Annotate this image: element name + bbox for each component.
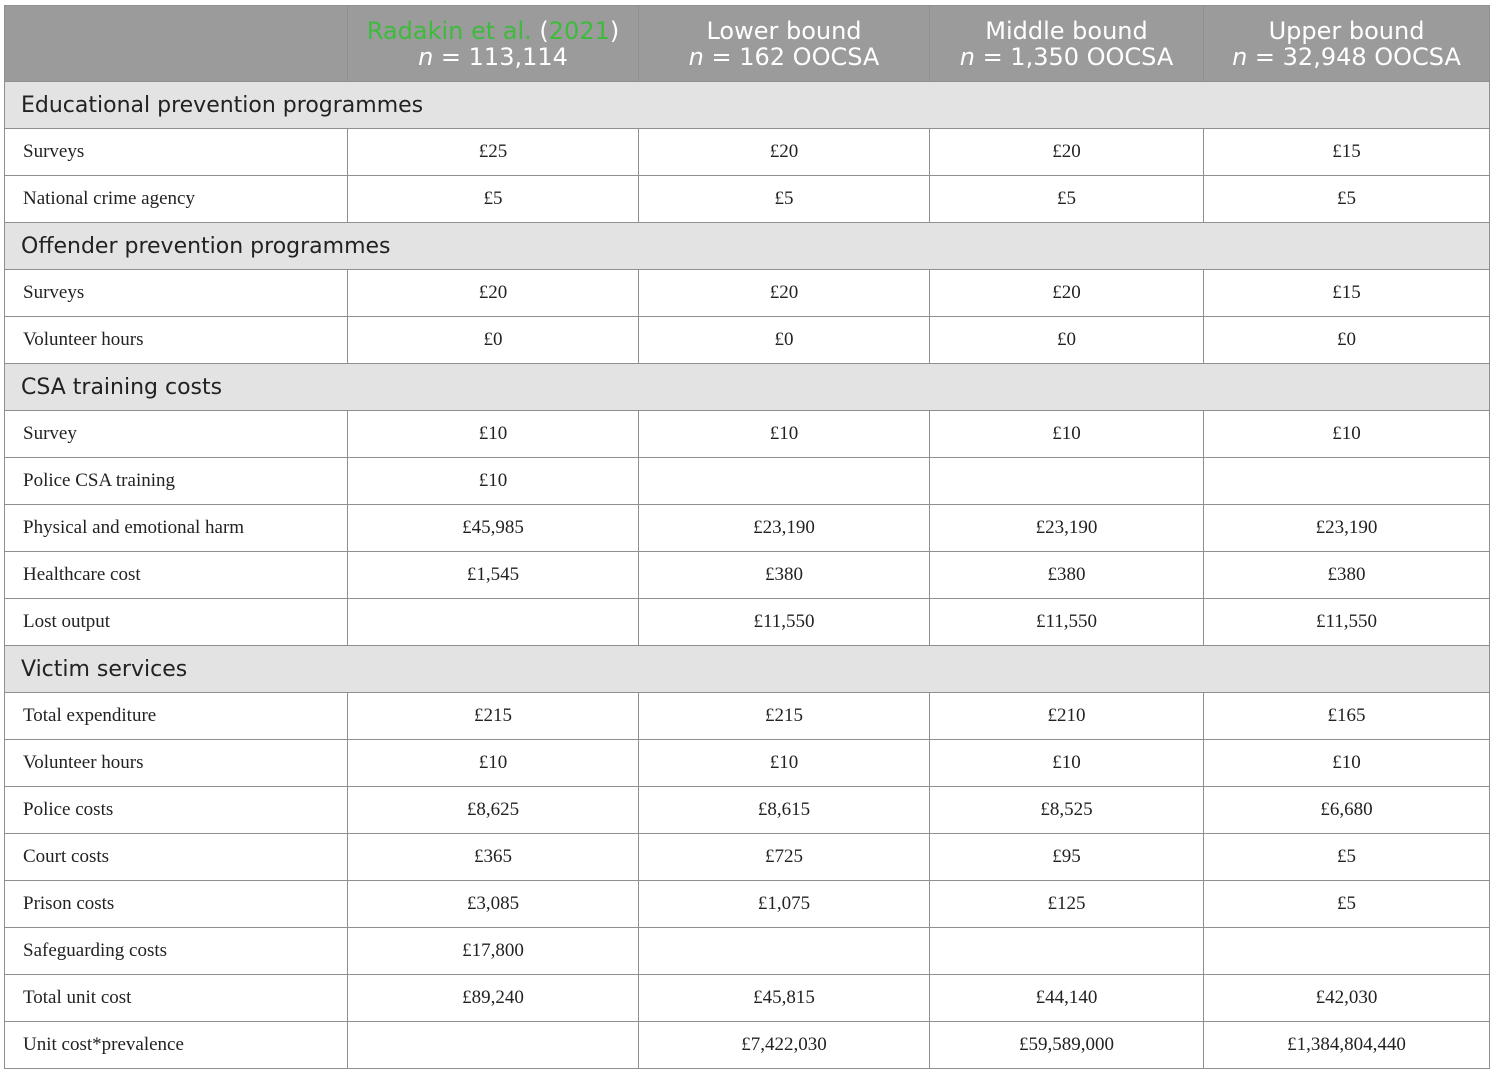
n-symbol: n bbox=[959, 42, 975, 71]
header-row bbox=[5, 6, 1490, 82]
table-row bbox=[5, 411, 1490, 458]
value-cell bbox=[348, 1022, 639, 1069]
value-cell: £10 bbox=[348, 411, 639, 458]
value-cell: £10 bbox=[930, 740, 1204, 787]
value-cell: £23,190 bbox=[930, 505, 1204, 552]
n-symbol: n bbox=[688, 42, 704, 71]
value-cell: £210 bbox=[930, 693, 1204, 740]
value-cell: £10 bbox=[348, 458, 639, 505]
citation-close-paren: ) bbox=[609, 16, 620, 45]
value-cell: £45,985 bbox=[348, 505, 639, 552]
value-cell: £5 bbox=[1204, 834, 1490, 881]
value-cell: £6,680 bbox=[1204, 787, 1490, 834]
value-cell: £380 bbox=[639, 552, 930, 599]
value-cell: £5 bbox=[348, 176, 639, 223]
row-label: Surveys bbox=[5, 270, 348, 317]
value-cell: £89,240 bbox=[348, 975, 639, 1022]
table-row bbox=[5, 458, 1490, 505]
value-cell bbox=[930, 458, 1204, 505]
value-cell: £380 bbox=[1204, 552, 1490, 599]
row-label: Court costs bbox=[5, 834, 348, 881]
value-cell: £11,550 bbox=[930, 599, 1204, 646]
value-cell: £215 bbox=[639, 693, 930, 740]
section-row bbox=[5, 223, 1490, 270]
header-radakin bbox=[348, 6, 639, 82]
section-row bbox=[5, 82, 1490, 129]
row-label: Police CSA training bbox=[5, 458, 348, 505]
row-label: Volunteer hours bbox=[5, 317, 348, 364]
header-upper-bound bbox=[1204, 6, 1490, 82]
value-cell: £8,625 bbox=[348, 787, 639, 834]
value-cell: £11,550 bbox=[1204, 599, 1490, 646]
table-row bbox=[5, 505, 1490, 552]
value-cell: £10 bbox=[348, 740, 639, 787]
header-title: Upper bound bbox=[1268, 16, 1425, 45]
n-value: = 32,948 OOCSA bbox=[1247, 42, 1461, 71]
n-value: = 113,114 bbox=[433, 42, 568, 71]
value-cell: £10 bbox=[639, 411, 930, 458]
row-label: Surveys bbox=[5, 129, 348, 176]
table-row bbox=[5, 270, 1490, 317]
table-row bbox=[5, 1022, 1490, 1069]
value-cell: £7,422,030 bbox=[639, 1022, 930, 1069]
cost-table bbox=[4, 5, 1490, 1069]
row-label: Safeguarding costs bbox=[5, 928, 348, 975]
value-cell: £5 bbox=[1204, 176, 1490, 223]
row-label: Prison costs bbox=[5, 881, 348, 928]
value-cell: £42,030 bbox=[1204, 975, 1490, 1022]
value-cell: £45,815 bbox=[639, 975, 930, 1022]
value-cell: £0 bbox=[348, 317, 639, 364]
value-cell bbox=[930, 928, 1204, 975]
value-cell: £365 bbox=[348, 834, 639, 881]
row-label: Unit cost*prevalence bbox=[5, 1022, 348, 1069]
value-cell: £1,075 bbox=[639, 881, 930, 928]
table-row bbox=[5, 599, 1490, 646]
value-cell: £0 bbox=[930, 317, 1204, 364]
table-row bbox=[5, 693, 1490, 740]
value-cell: £20 bbox=[639, 270, 930, 317]
table-row bbox=[5, 787, 1490, 834]
table-row bbox=[5, 129, 1490, 176]
value-cell: £20 bbox=[930, 129, 1204, 176]
value-cell: £380 bbox=[930, 552, 1204, 599]
row-label: Total expenditure bbox=[5, 693, 348, 740]
value-cell: £10 bbox=[1204, 740, 1490, 787]
table-row bbox=[5, 928, 1490, 975]
value-cell: £20 bbox=[348, 270, 639, 317]
value-cell bbox=[639, 458, 930, 505]
table-row bbox=[5, 552, 1490, 599]
value-cell bbox=[348, 599, 639, 646]
value-cell: £125 bbox=[930, 881, 1204, 928]
section-row bbox=[5, 646, 1490, 693]
value-cell bbox=[1204, 928, 1490, 975]
value-cell: £44,140 bbox=[930, 975, 1204, 1022]
row-label: Physical and emotional harm bbox=[5, 505, 348, 552]
value-cell: £20 bbox=[639, 129, 930, 176]
section-heading: CSA training costs bbox=[5, 364, 1490, 411]
table-row bbox=[5, 834, 1490, 881]
row-label: Healthcare cost bbox=[5, 552, 348, 599]
table-row bbox=[5, 881, 1490, 928]
n-value: = 1,350 OOCSA bbox=[974, 42, 1174, 71]
value-cell: £20 bbox=[930, 270, 1204, 317]
table-row bbox=[5, 740, 1490, 787]
row-label: National crime agency bbox=[5, 176, 348, 223]
row-label: Total unit cost bbox=[5, 975, 348, 1022]
section-heading: Victim services bbox=[5, 646, 1490, 693]
n-value: = 162 OOCSA bbox=[703, 42, 880, 71]
value-cell: £15 bbox=[1204, 270, 1490, 317]
value-cell: £1,384,804,440 bbox=[1204, 1022, 1490, 1069]
value-cell: £215 bbox=[348, 693, 639, 740]
value-cell: £165 bbox=[1204, 693, 1490, 740]
row-label: Survey bbox=[5, 411, 348, 458]
value-cell: £5 bbox=[1204, 881, 1490, 928]
value-cell: £25 bbox=[348, 129, 639, 176]
header-empty-cell bbox=[5, 6, 348, 82]
section-row bbox=[5, 364, 1490, 411]
value-cell: £17,800 bbox=[348, 928, 639, 975]
value-cell: £1,545 bbox=[348, 552, 639, 599]
n-symbol: n bbox=[1232, 42, 1248, 71]
table-row bbox=[5, 317, 1490, 364]
value-cell: £0 bbox=[639, 317, 930, 364]
value-cell bbox=[1204, 458, 1490, 505]
value-cell: £15 bbox=[1204, 129, 1490, 176]
header-title: Middle bound bbox=[985, 16, 1148, 45]
value-cell: £8,615 bbox=[639, 787, 930, 834]
n-symbol: n bbox=[418, 42, 434, 71]
value-cell: £3,085 bbox=[348, 881, 639, 928]
citation-author-link[interactable]: Radakin et al. bbox=[366, 16, 532, 45]
section-heading: Offender prevention programmes bbox=[5, 223, 1490, 270]
row-label: Lost output bbox=[5, 599, 348, 646]
header-lower-bound bbox=[639, 6, 930, 82]
value-cell: £59,589,000 bbox=[930, 1022, 1204, 1069]
value-cell: £725 bbox=[639, 834, 930, 881]
value-cell: £5 bbox=[639, 176, 930, 223]
citation-year-link[interactable]: 2021 bbox=[548, 16, 610, 45]
value-cell: £8,525 bbox=[930, 787, 1204, 834]
value-cell: £10 bbox=[1204, 411, 1490, 458]
section-heading: Educational prevention programmes bbox=[5, 82, 1490, 129]
value-cell: £95 bbox=[930, 834, 1204, 881]
value-cell bbox=[639, 928, 930, 975]
value-cell: £10 bbox=[639, 740, 930, 787]
value-cell: £5 bbox=[930, 176, 1204, 223]
value-cell: £23,190 bbox=[1204, 505, 1490, 552]
value-cell: £11,550 bbox=[639, 599, 930, 646]
value-cell: £0 bbox=[1204, 317, 1490, 364]
header-title: Lower bound bbox=[706, 16, 862, 45]
table-row bbox=[5, 975, 1490, 1022]
table-body bbox=[5, 82, 1490, 1069]
table-row bbox=[5, 176, 1490, 223]
row-label: Volunteer hours bbox=[5, 740, 348, 787]
row-label: Police costs bbox=[5, 787, 348, 834]
citation-open-paren: ( bbox=[531, 16, 549, 45]
value-cell: £10 bbox=[930, 411, 1204, 458]
header-middle-bound bbox=[930, 6, 1204, 82]
value-cell: £23,190 bbox=[639, 505, 930, 552]
